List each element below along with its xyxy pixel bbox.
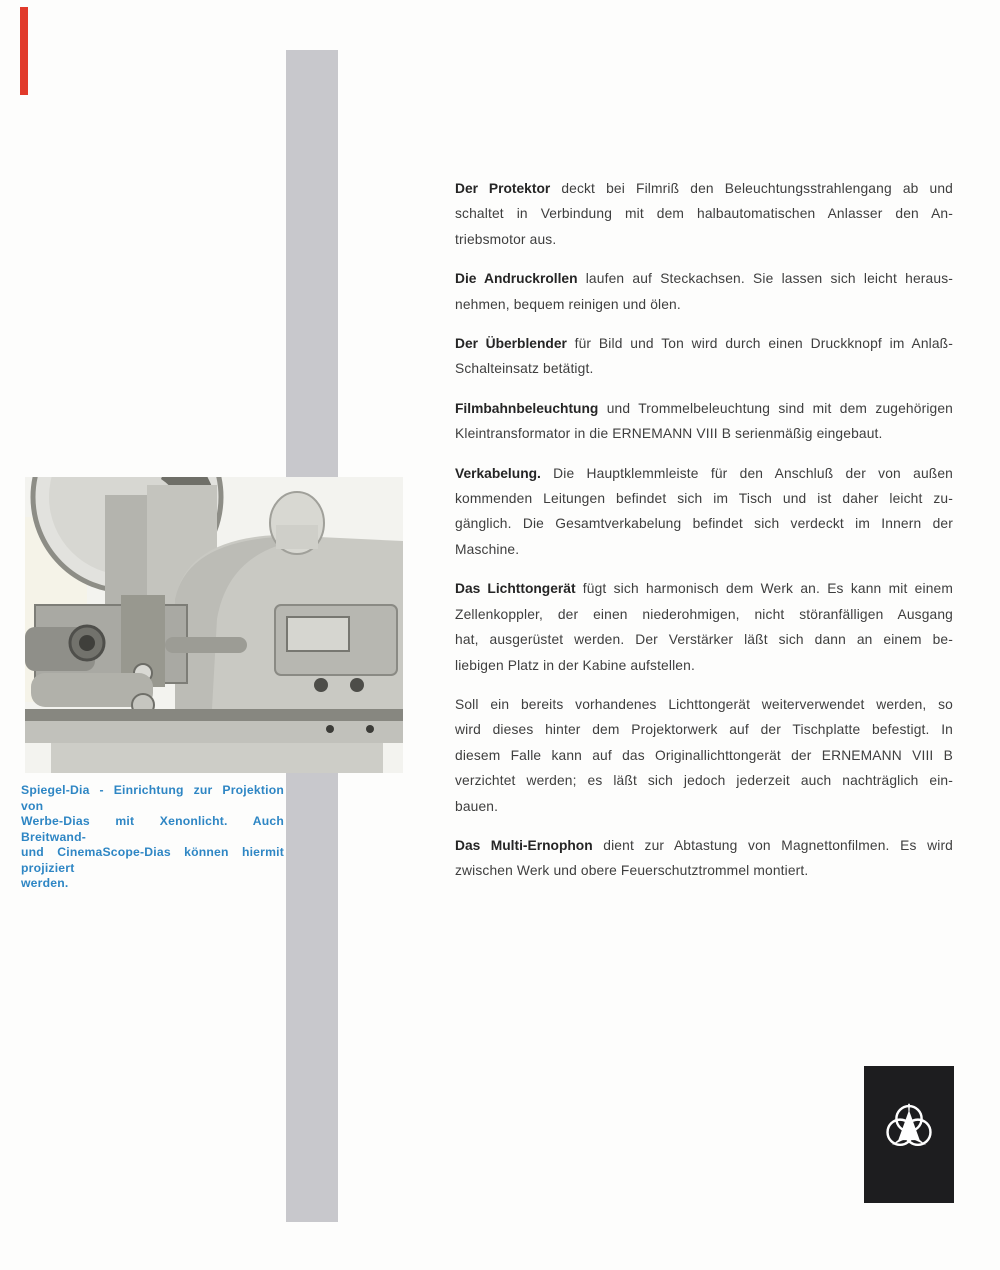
publisher-logo (864, 1066, 954, 1203)
text-line: Der Überblender für Bild und Ton wird durch einen Druckknopf im Anlaß- (455, 336, 954, 352)
photo-caption (21, 783, 284, 892)
text-line: bauen. (455, 798, 499, 814)
text-line: gänglich. Die Gesamtverkabelung befindet sich verdeckt im Innern der (455, 516, 953, 532)
text-line: triebsmotor aus. (455, 231, 557, 247)
text-line: hat, ausgerüstet werden. Der Verstärker läßt sich dann an einem be- (455, 632, 953, 648)
paragraph-lead: Das Lichttongerät (455, 581, 576, 597)
paragraph-lead: Der Protektor (455, 181, 551, 196)
text-line: kommenden Leitungen befindet sich im Tisch und ist daher leicht zu- (455, 491, 953, 507)
paragraph-lead: Das Multi-Ernophon (455, 837, 593, 853)
paragraph (455, 266, 953, 317)
text-line: nehmen, bequem reinigen und ölen. (455, 296, 681, 312)
text-line: liebigen Platz in der Kabine aufstellen. (455, 657, 695, 673)
paragraph (455, 461, 953, 563)
paragraph (455, 176, 953, 252)
text-line: zwischen Werk und obere Feuerschutztrommel montiert. (455, 863, 809, 879)
paragraph-lead: Die Andruckrollen (455, 271, 578, 287)
text-line: verzichtet werden; es läßt sich jedoch jederzeit auch nachträglich ein- (455, 773, 953, 789)
paragraph (455, 692, 953, 819)
paragraph-lead: Filmbahnbeleuchtung (455, 400, 599, 416)
paragraph (455, 331, 953, 382)
text-line: Soll ein bereits vorhandenes Lichttongerät weiterverwendet werden, so (455, 696, 953, 712)
text-line: Filmbahnbeleuchtung und Trommelbeleuchtung sind mit dem zugehörigen (455, 400, 954, 416)
paragraph-lead: Verkabelung. (455, 465, 541, 481)
paragraph-lead: Der Überblender (455, 336, 567, 352)
text-line: Das Lichttongerät fügt sich harmonisch dem Werk an. Es kann mit einem (455, 581, 953, 597)
projector-photo-illustration (25, 477, 403, 773)
text-line: diesem Falle kann auf das Originallichttongerät der ERNEMANN VIII B (455, 747, 953, 763)
trefoil-rings-emblem-icon (881, 1099, 937, 1157)
text-line: Zellenkoppler, der einen niederohmigen, nicht störanfälligen Ausgang (455, 606, 953, 622)
text-line: Verkabelung. Die Hauptklemmleiste für den Anschluß der von außen (455, 465, 953, 481)
text-line: Schalteinsatz betätigt. (455, 361, 594, 377)
paragraph (455, 833, 953, 884)
text-line: werden. (21, 876, 69, 890)
text-line: Kleintransformator in die ERNEMANN VIII B serienmäßig eingebaut. (455, 426, 883, 442)
text-line: Werbe-Dias mit Xenonlicht. Auch Breitwand- (21, 814, 284, 844)
text-line: Maschine. (455, 541, 520, 557)
red-accent-bar (20, 7, 28, 95)
text-line: schaltet in Verbindung mit dem halbautomatischen Anlasser den An- (455, 206, 953, 222)
text-line: wird dieses hinter dem Projektorwerk auf der Tischplatte befestigt. In (455, 722, 953, 738)
text-line: Spiegel-Dia - Einrichtung zur Projektion von (21, 783, 284, 813)
paragraph (455, 396, 953, 447)
text-line: Der Protektor deckt bei Filmriß den Beleuchtungsstrahlengang ab und (455, 181, 954, 196)
paragraph (455, 576, 953, 678)
text-line: und CinemaScope-Dias können hiermit projiziert (21, 845, 284, 875)
text-line: Die Andruckrollen laufen auf Steckachsen. Sie lassen sich leicht heraus- (455, 271, 953, 287)
body-column (455, 176, 953, 898)
text-line: Das Multi-Ernophon dient zur Abtastung von Magnettonfilmen. Es wird (455, 837, 954, 853)
projector-photo (25, 477, 403, 773)
